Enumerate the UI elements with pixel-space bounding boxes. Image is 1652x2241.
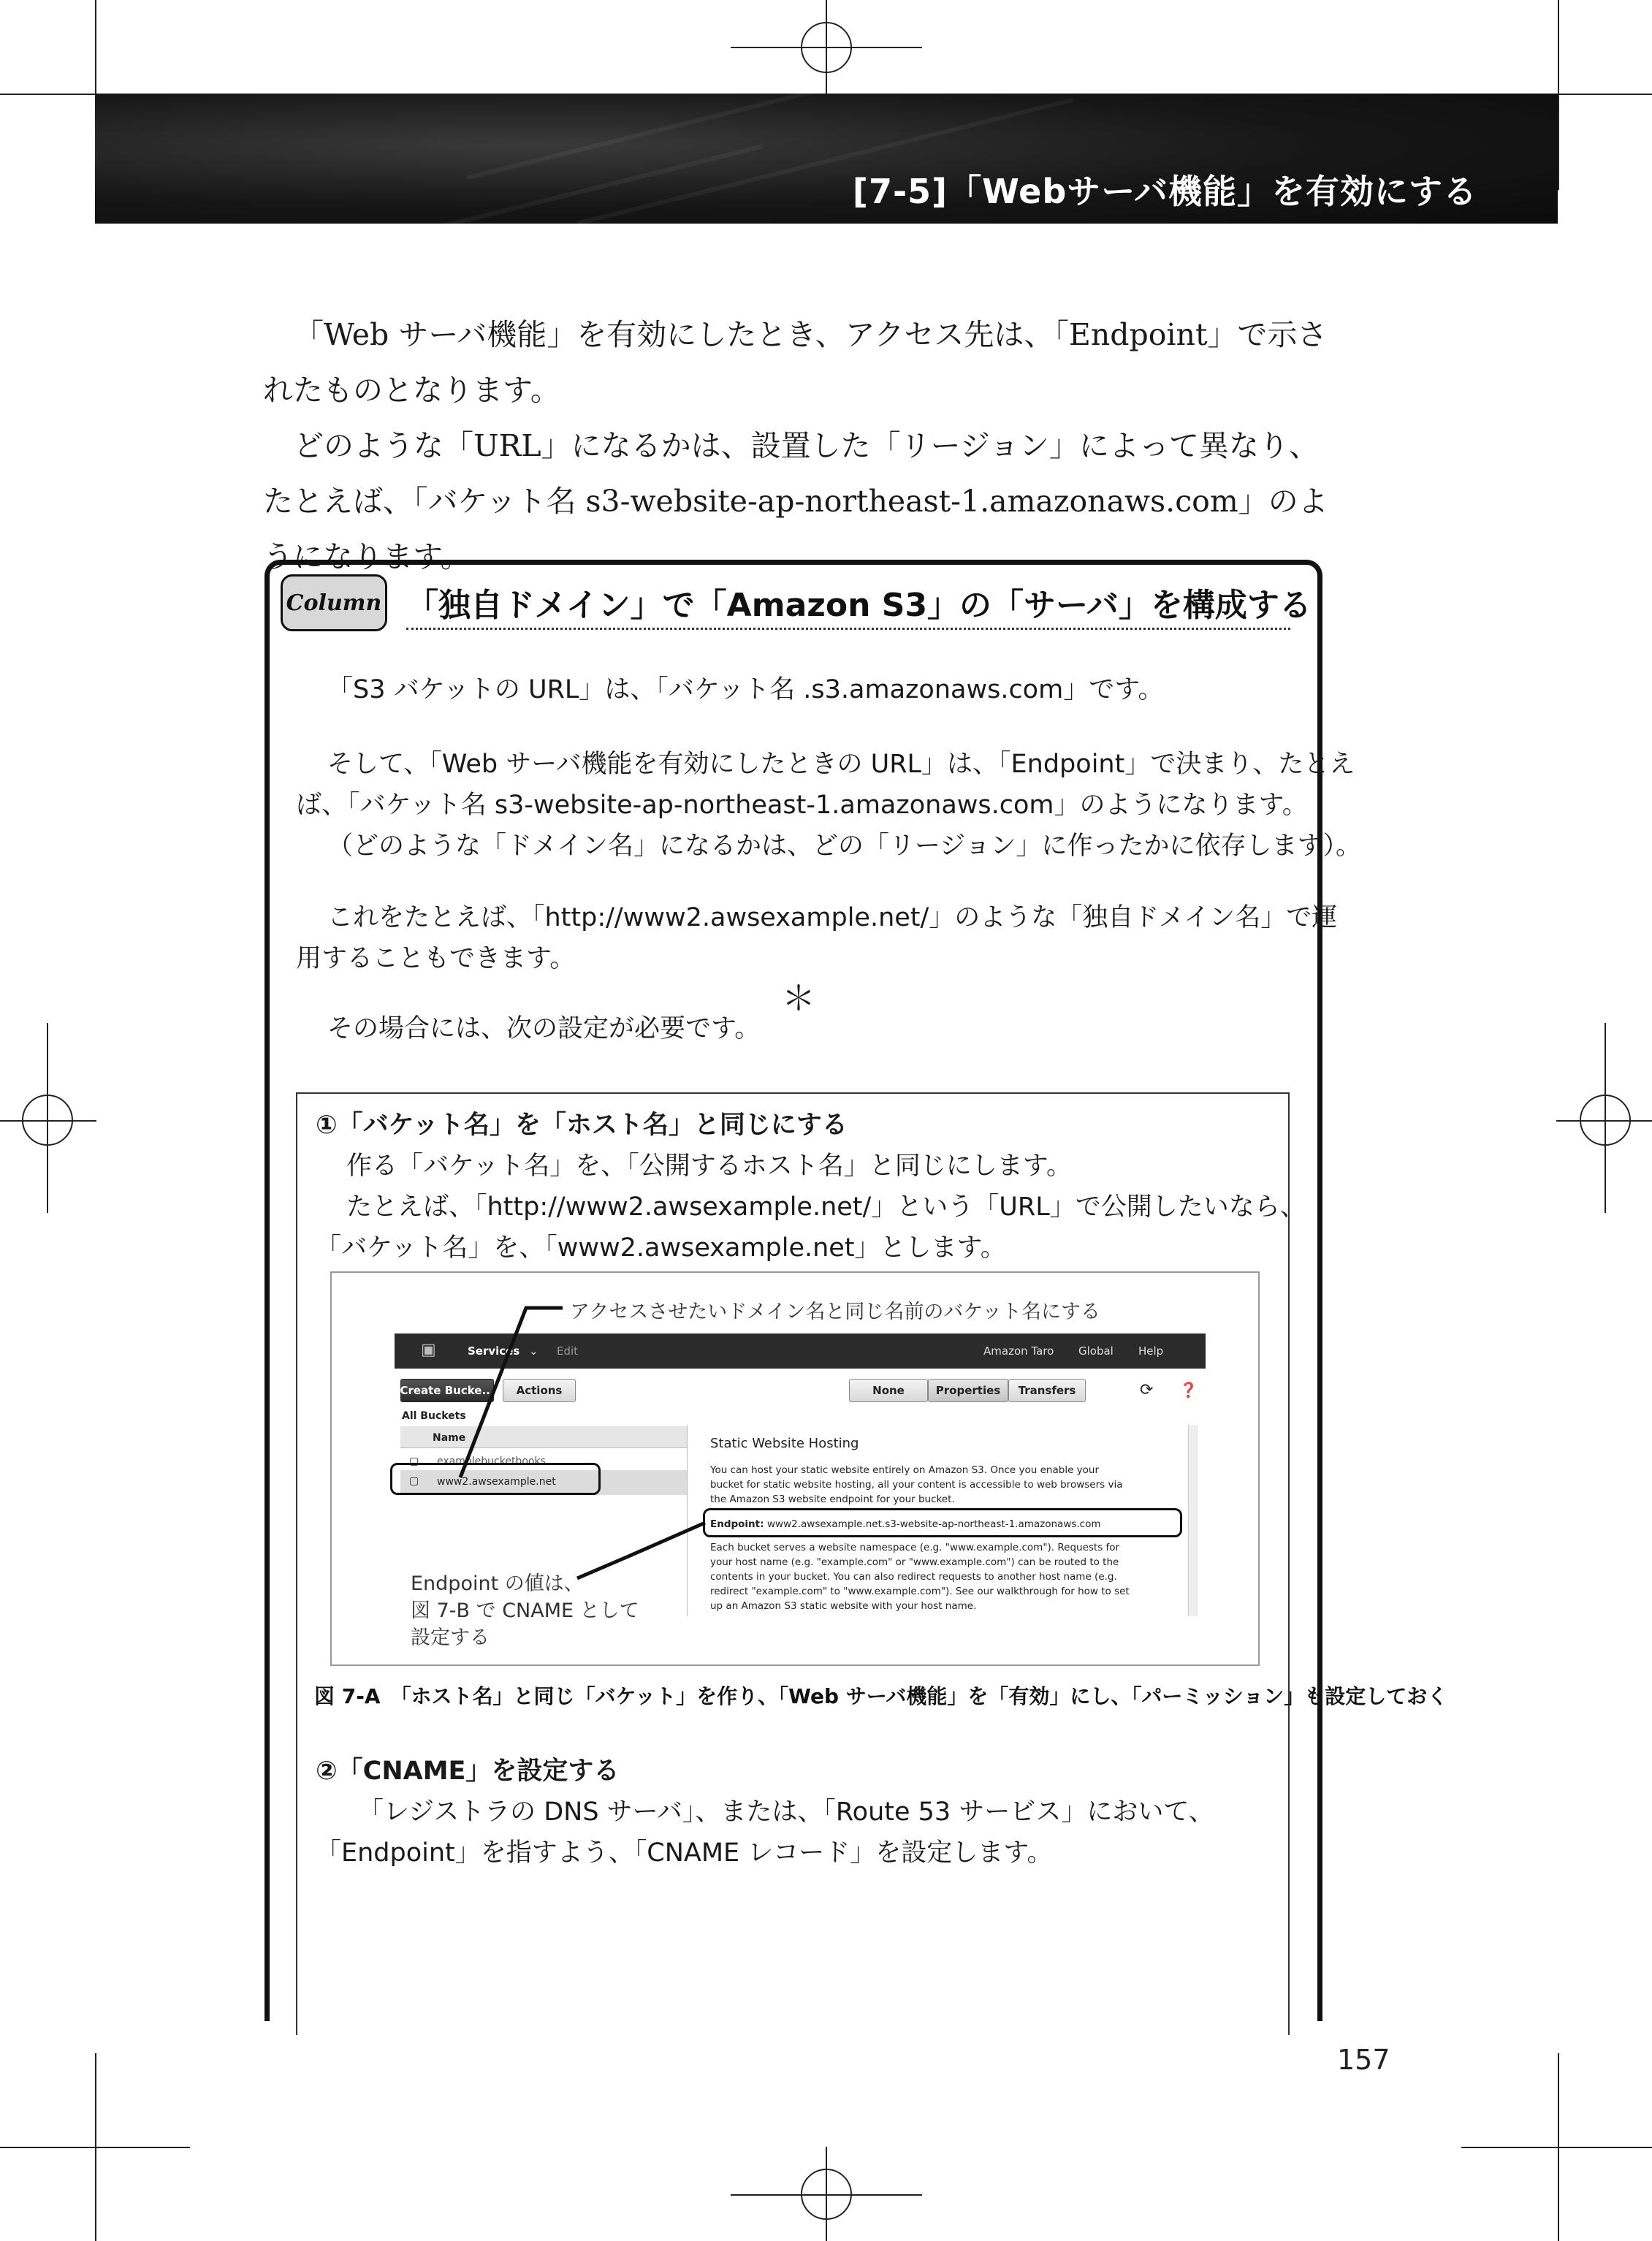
transfers-button: Transfers — [1008, 1379, 1086, 1402]
column-line: これをたとえば、「http://www2.awsexample.net/」のような「独自ドメイン名」で運 — [327, 903, 1338, 932]
page-number: 157 — [1337, 2044, 1390, 2076]
callout-bottom-line: 設定する — [411, 1626, 490, 1649]
panel-line: contents in your bucket. You can also redirect requests to another host name (e.g. — [710, 1571, 1117, 1583]
intro-line: たとえば、「バケット名 s3-website-ap-northeast-1.amazonaws.com」のよ — [263, 484, 1328, 519]
column-line: そして、「Web サーバ機能を有効にしたときの URL」は、「Endpoint」で決まり、たとえ — [327, 750, 1355, 779]
footnote-asterisk: ＊ — [782, 978, 815, 1018]
column-line: その場合には、次の設定が必要です。 — [327, 1014, 761, 1043]
region-menu: Global — [1078, 1344, 1114, 1358]
none-button: None — [849, 1379, 928, 1402]
intro-line: 「Web サーバ機能」を有効にしたとき、アクセス先は、「Endpoint」で示さ — [294, 317, 1328, 352]
endpoint-label: Endpoint: — [710, 1518, 764, 1530]
panel-line: bucket for static website hosting, all your content is accessible to web browsers via — [710, 1479, 1123, 1491]
intro-line: どのような「URL」になるかは、設置した「リージョン」によって異なり、 — [294, 428, 1320, 463]
panel-line: up an Amazon S3 static website with your host name. — [710, 1600, 977, 1612]
create-bucket-button: Create Bucke... — [400, 1379, 494, 1402]
column-line: 用することもできます。 — [296, 944, 576, 973]
help-menu: Help — [1138, 1344, 1164, 1358]
callout-bottom-line: Endpoint の値は、 — [411, 1572, 584, 1595]
figure-caption: 図 7-A 「ホスト名」と同じ「バケット」を作り、「Web サーバ機能」を「有効」にし、「パーミッション」も設定しておく — [314, 1684, 1448, 1708]
user-menu: Amazon Taro — [983, 1344, 1054, 1358]
step1-line: 作る「バケット名」を、「公開するホスト名」と同じにします。 — [346, 1152, 1072, 1181]
chevron-down-icon: ⌄ — [529, 1344, 538, 1358]
callout-top: アクセスさせたいドメイン名と同じ名前のバケット名にする — [570, 1301, 1101, 1323]
callout-bottom-line: 図 7-B で CNAME として — [411, 1599, 639, 1622]
name-column-header: Name — [433, 1432, 466, 1444]
bucket-item-name: www2.awsexample.net — [437, 1476, 556, 1488]
properties-button: Properties — [928, 1379, 1008, 1402]
step1-line: 「バケット名」を、「www2.awsexample.net」とします。 — [316, 1233, 1006, 1263]
panel-line: You can host your static website entirely on Amazon S3. Once you enable your — [710, 1464, 1100, 1476]
section-title: [7-5]「Webサーバ機能」を有効にする — [852, 172, 1477, 211]
step2-line: 「レジストラの DNS サーバ」、または、「Route 53 サービス」において、 — [358, 1797, 1214, 1827]
actions-button: Actions — [503, 1379, 576, 1402]
intro-line: れたものとなります。 — [263, 373, 560, 408]
bucket-item: ▢ — [409, 1475, 419, 1487]
column-badge: Column — [281, 574, 387, 631]
step1-heading: ①「バケット名」を「ホスト名」と同じにする — [316, 1111, 848, 1140]
panel-line: your host name (e.g. "example.com" or "www.example.com") can be routed to the — [710, 1556, 1119, 1568]
step2-heading: ②「CNAME」を設定する — [316, 1757, 620, 1786]
panel-line: Each bucket serves a website namespace (e.g. "www.example.com"). Requests for — [710, 1542, 1120, 1553]
panel-line: redirect "example.com" to "www.example.com"). See our walkthrough for how to set — [710, 1586, 1130, 1597]
edit-menu: Edit — [557, 1344, 579, 1358]
refresh-icon: ⟳ — [1140, 1381, 1154, 1399]
endpoint-value: www2.awsexample.net.s3-website-ap-northeast-1.amazonaws.com — [767, 1518, 1101, 1530]
column-title: 「独自ドメイン」で「Amazon S3」の「サーバ」を構成する — [406, 579, 1290, 630]
help-icon: ❓ — [1179, 1381, 1198, 1399]
services-menu: Services — [468, 1344, 520, 1358]
column-line: ば、「バケット名 s3-website-ap-northeast-1.amazonaws.com」のようになります。 — [296, 791, 1308, 820]
step2-line: 「Endpoint」を指すよう、「CNAME レコード」を設定します。 — [316, 1838, 1053, 1868]
bucket-item: ▢ — [409, 1456, 419, 1467]
panel-line: the Amazon S3 website endpoint for your bucket. — [710, 1494, 955, 1505]
cube-icon: ▣ — [421, 1341, 436, 1359]
column-line: 「S3 バケットの URL」は、「バケット名 .s3.amazonaws.com」です。 — [327, 675, 1164, 704]
intro-line: うになります。 — [263, 539, 471, 574]
all-buckets-label: All Buckets — [402, 1410, 466, 1422]
panel-title: Static Website Hosting — [710, 1436, 859, 1451]
bucket-item-name: examplebucketbooks — [437, 1456, 546, 1467]
column-line: （どのような「ドメイン名」になるかは、どの「リージョン」に作ったかに依存します）。 — [327, 832, 1362, 861]
step1-line: たとえば、「http://www2.awsexample.net/」という「URL」で公開したいなら、 — [346, 1192, 1306, 1222]
